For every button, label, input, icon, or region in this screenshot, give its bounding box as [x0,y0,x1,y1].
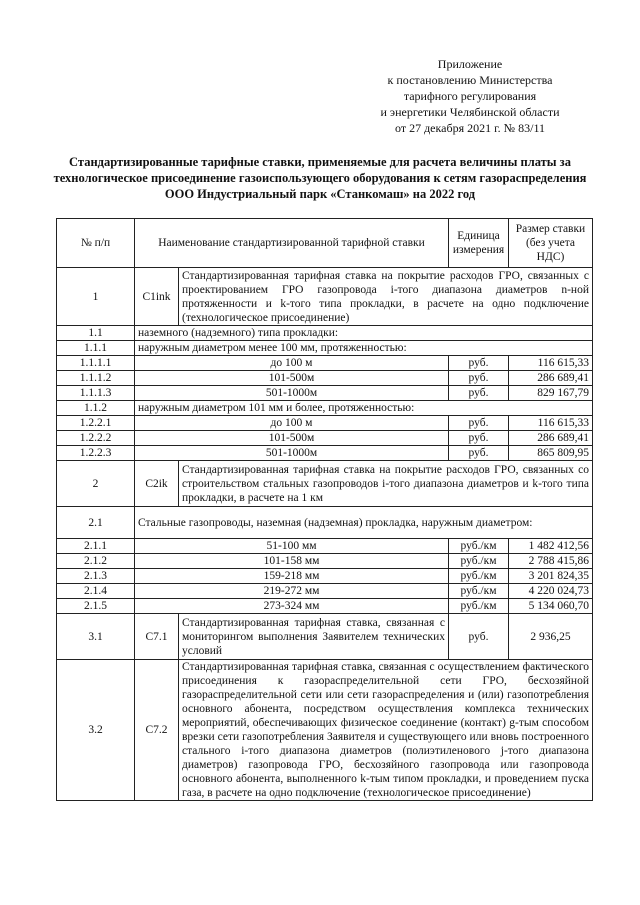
row-name: Стандартизированная тарифная ставка на покрытие расходов ГРО, связанных с проектированием ГРО газопровода i-того диапазона диаметров n-ной протяженности и k-того типа прокладки, в расчете на одно подключение (технологическое присоединение) [179,268,593,326]
table-row [57,371,593,386]
row-num: 1.2.2.2 [57,431,135,446]
table-row [57,554,593,569]
row-value: 829 167,79 [509,386,593,401]
row-unit: руб./км [449,569,509,584]
appendix-block [340,56,600,136]
row-name: наружным диаметром менее 100 мм, протяженностью: [135,341,593,356]
row-unit: руб. [449,416,509,431]
row-unit: руб. [449,446,509,461]
table-header-row [57,219,593,268]
header-rate: Размер ставки (без учета НДС) [509,219,593,268]
rates-table [56,218,593,801]
row-num: 3.2 [57,660,135,801]
row-num: 2.1 [57,507,135,539]
row-unit: руб. [449,356,509,371]
row-value: 286 689,41 [509,431,593,446]
row-code: C1ink [135,268,179,326]
row-num: 2.1.5 [57,599,135,614]
row-name: 273-324 мм [135,599,449,614]
row-name: 101-500м [135,431,449,446]
header-num: № п/п [57,219,135,268]
table-row [57,584,593,599]
table-row [57,461,593,507]
row-name: 159-218 мм [135,569,449,584]
table-row [57,416,593,431]
row-name: Стандартизированная тарифная ставка, связанная с осуществлением фактического присоединения к газораспределительной сети ГРО, бесхозяйной газораспределительной сети или сети газораспределения и (или) газопотребления основного абонента, посредством осуществления комплекса технических мероприятий, обеспечивающих физическое соединение (контакт) g-тым способом врезки сети газопотребления Заявителя и существующего или вновь построенного стального i-того диапазона диаметров (полиэтиленового j-того диапазона диаметров) газопровода ГРО, бесхозяйного газопровода или газопровода основного абонента, выполненного k-тым типом прокладки, и проведением пуска газа, в расчете на одно подключение (технологическое присоединение) [179,660,593,801]
appendix-line: тарифного регулирования [403,89,537,103]
table-row [57,539,593,554]
row-name: Стандартизированная тарифная ставка на покрытие расходов ГРО, связанных со строительством стальных газопроводов i-того диапазона диаметров и k-того типа прокладки, в расчете на 1 км [179,461,593,507]
table-row [57,431,593,446]
table-row [57,341,593,356]
row-name: 101-500м [135,371,449,386]
row-name: до 100 м [135,356,449,371]
row-num: 1.2.2.3 [57,446,135,461]
row-num: 1.1.1.1 [57,356,135,371]
row-value: 2 936,25 [509,614,593,660]
table-row [57,386,593,401]
row-value: 2 788 415,86 [509,554,593,569]
row-num: 2.1.4 [57,584,135,599]
row-value: 3 201 824,35 [509,569,593,584]
appendix-line: к постановлению Министерства [387,73,553,87]
row-value: 286 689,41 [509,371,593,386]
row-num: 2.1.1 [57,539,135,554]
header-name: Наименование стандартизированной тарифной ставки [135,219,449,268]
row-unit: руб. [449,431,509,446]
row-num: 1.1.1.2 [57,371,135,386]
row-name: 501-1000м [135,446,449,461]
row-unit: руб. [449,371,509,386]
row-num: 1.1.1 [57,341,135,356]
row-num: 1 [57,268,135,326]
table-row [57,660,593,801]
table-row [57,507,593,539]
row-unit: руб./км [449,539,509,554]
row-num: 1.1.1.3 [57,386,135,401]
row-name: наружным диаметром 101 мм и более, протяженностью: [135,401,593,416]
appendix-line: от 27 декабря 2021 г. № 83/11 [394,121,546,135]
row-num: 1.2.2.1 [57,416,135,431]
table-row [57,569,593,584]
row-num: 1.1 [57,326,135,341]
table-row [57,356,593,371]
row-code: C7.1 [135,614,179,660]
row-value: 4 220 024,73 [509,584,593,599]
appendix-line: Приложение [437,57,503,71]
row-num: 2 [57,461,135,507]
row-num: 2.1.2 [57,554,135,569]
row-unit: руб./км [449,599,509,614]
appendix-line: и энергетики Челябинской области [380,105,560,119]
table-row [57,268,593,326]
table-row [57,446,593,461]
row-unit: руб. [449,386,509,401]
row-num: 3.1 [57,614,135,660]
row-name: наземного (надземного) типа прокладки: [135,326,593,341]
table-row [57,599,593,614]
row-name: 101-158 мм [135,554,449,569]
row-value: 116 615,33 [509,416,593,431]
header-unit: Единица измерения [449,219,509,268]
row-code: C7.2 [135,660,179,801]
table-row [57,614,593,660]
row-value: 116 615,33 [509,356,593,371]
row-name: Стандартизированная тарифная ставка, связанная с мониторингом выполнения Заявителем технических условий [179,614,449,660]
row-code: C2ik [135,461,179,507]
row-value: 5 134 060,70 [509,599,593,614]
row-value: 1 482 412,56 [509,539,593,554]
row-num: 1.1.2 [57,401,135,416]
row-name: 219-272 мм [135,584,449,599]
table-row [57,326,593,341]
row-unit: руб. [449,614,509,660]
document-title: Стандартизированные тарифные ставки, применяемые для расчета величины платы за технологическое присоединение газоиспользующего оборудования к сетям газораспределения ООО Индустриальный парк «Станкомаш» на 2022 год [53,155,587,201]
row-num: 2.1.3 [57,569,135,584]
row-name: до 100 м [135,416,449,431]
row-unit: руб./км [449,584,509,599]
row-unit: руб./км [449,554,509,569]
row-name: Стальные газопроводы, наземная (надземная) прокладка, наружным диаметром: [135,507,593,539]
row-name: 501-1000м [135,386,449,401]
row-name: 51-100 мм [135,539,449,554]
table-row [57,401,593,416]
row-value: 865 809,95 [509,446,593,461]
